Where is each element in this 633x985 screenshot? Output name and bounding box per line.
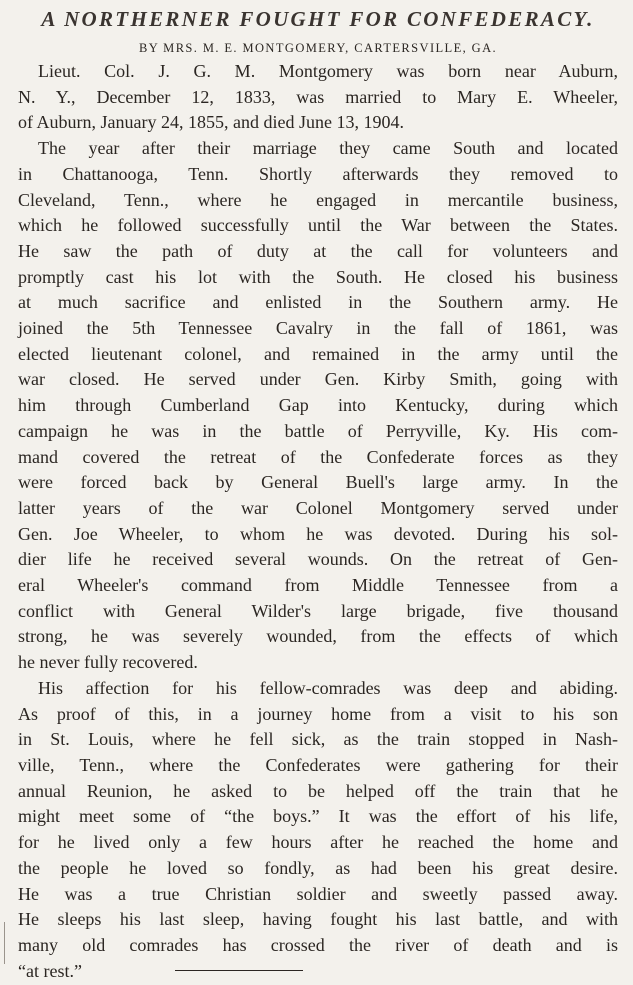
text-line: for he lived only a few hours after he reached the home and [18,832,618,853]
text-line: He sleeps his last sleep, having fought his last battle, and with [18,909,618,930]
text-line: dier life he received several wounds. On the retreat of Gen- [18,549,618,570]
text-line: war closed. He served under Gen. Kirby Smith, going with [18,369,618,390]
end-rule [175,970,303,971]
text-line: eral Wheeler's command from Middle Tennessee from a [18,575,618,596]
text-line: which he followed successfully until the War between the States. [18,215,618,236]
text-line: campaign he was in the battle of Perryville, Ky. His com- [18,420,618,441]
text-line: in Chattanooga, Tenn. Shortly afterwards they removed to [18,163,618,184]
closing-line [18,959,618,985]
article-body [18,59,618,984]
text-line: elected lieutenant colonel, and remained in the army until the [18,343,618,364]
text-line: of Auburn, January 24, 1855, and died June 13, 1904. [18,112,404,133]
article-byline: BY MRS. M. E. MONTGOMERY, CARTERSVILLE, GA. [138,41,498,55]
text-line: strong, he was severely wounded, from the effects of which [18,626,618,647]
text-line: He saw the path of duty at the call for volunteers and [18,240,618,261]
text-line: he never fully recovered. [18,652,198,673]
text-line: N. Y., December 12, 1833, was married to Mary E. Wheeler, [18,86,618,107]
text-line: the people he loved so fondly, as had been his great desire. [18,857,618,878]
text-line: He was a true Christian soldier and sweetly passed away. [18,883,618,904]
text-line: Lieut. Col. J. G. M. Montgomery was born near Auburn, [38,61,618,81]
text-line: As proof of this, in a journey home from a visit to his son [18,703,618,724]
article-title: A NORTHERNER FOUGHT FOR CONFEDERACY. [41,7,595,31]
text-line: The year after their marriage they came South and located [38,138,618,159]
text-line: in St. Louis, where he fell sick, as the train stopped in Nash- [18,729,618,750]
text-line: annual Reunion, he asked to be helped off the train that he [18,780,618,801]
text-line: him through Cumberland Gap into Kentucky, during which [18,395,618,416]
text-line: were forced back by General Buell's large army. In the [18,472,618,493]
paragraph [18,676,618,984]
paragraph [18,59,618,136]
article-page [18,6,618,984]
text-line: “at rest.” [18,960,82,981]
text-line: at much sacrifice and enlisted in the Southern army. He [18,292,618,313]
text-line: His affection for his fellow-comrades was deep and abiding. [38,677,618,698]
text-line: promptly cast his lot with the South. He closed his business [18,266,618,287]
page-edge-mark [4,922,5,964]
text-line: latter years of the war Colonel Montgomery served under [18,497,618,518]
text-line: Gen. Joe Wheeler, to whom he was devoted. During his sol- [18,523,618,544]
paragraph [18,136,618,676]
text-line: Cleveland, Tenn., where he engaged in mercantile business, [18,189,618,210]
text-line: mand covered the retreat of the Confederate forces as they [18,446,618,467]
text-line: conflict with General Wilder's large brigade, five thousand [18,600,618,621]
text-line: joined the 5th Tennessee Cavalry in the fall of 1861, was [18,318,618,339]
text-line: ville, Tenn., where the Confederates were gathering for their [18,754,618,775]
text-line: might meet some of “the boys.” It was the effort of his life, [18,806,618,827]
text-line: many old comrades has crossed the river of death and is [18,934,618,955]
